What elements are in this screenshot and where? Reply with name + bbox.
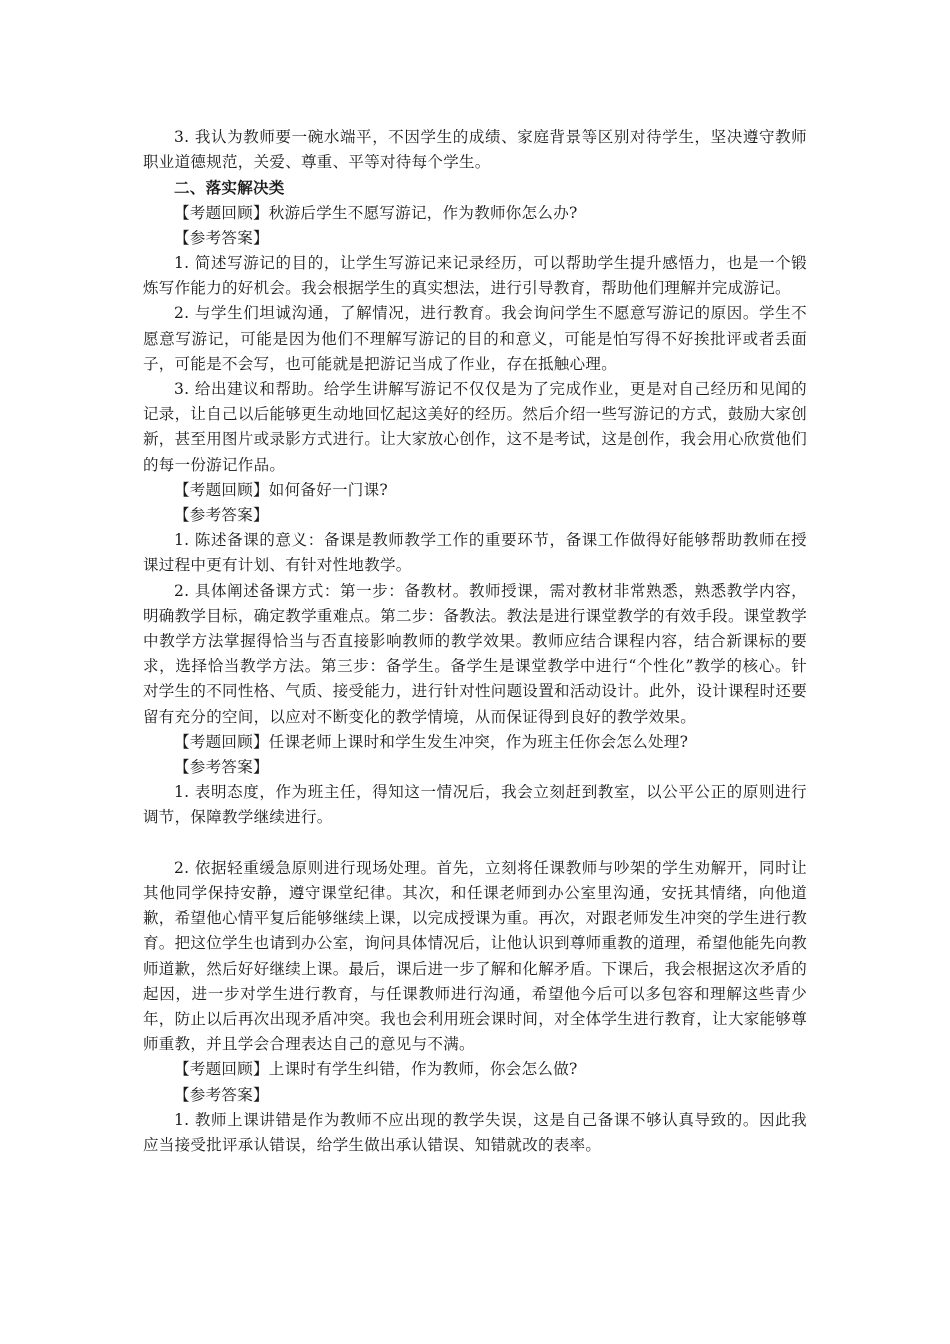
question-review: 【考题回顾】任课老师上课时和学生发生冲突，作为班主任你会怎么处理?	[174, 732, 689, 751]
answer-label: 【参考答案】	[174, 228, 269, 247]
paragraph: 3. 给出建议和帮助。给学生讲解写游记不仅仅是为了完成作业，更是对自己经历和见闻的记录，让自己以后能够更生动地回忆起这美好的经历。然后介绍一些写游记的方式，鼓励大家创新，甚至用图片或录影方式进行。让大家放心创作，这不是考试，这是创作，我会用心欣赏他们的每一份游记作品。	[143, 380, 807, 474]
question-review: 【考题回顾】秋游后学生不愿写游记，作为教师你怎么办?	[174, 203, 578, 222]
answer-label: 【参考答案】	[174, 758, 269, 777]
paragraph: 1. 简述写游记的目的，让学生写游记来记录经历，可以帮助学生提升感悟力，也是一个锻炼写作能力的好机会。我会根据学生的真实想法，进行引导教育，帮助他们理解并完成游记。	[143, 254, 807, 298]
paragraph: 2. 具体阐述备课方式：第一步：备教材。教师授课，需对教材非常熟悉，熟悉教学内容，明确教学目标，确定教学重难点。第二步：备教法。教法是进行课堂教学的有效手段。课堂教学中教学方法掌握得恰当与否直接影响教师的教学效果。教师应结合课程内容，结合新课标的要求，选择恰当教学方法。第三步：备学生。备学生是课堂教学中进行“个性化”教学的核心。针对学生的不同性格、气质、接受能力，进行针对性问题设置和活动设计。此外，设计课程时还要留有充分的空间，以应对不断变化的教学情境，从而保证得到良好的教学效果。	[143, 581, 807, 726]
answer-label: 【参考答案】	[174, 1085, 269, 1104]
section-heading: 二、落实解决类	[174, 178, 285, 198]
question-review: 【考题回顾】如何备好一门课?	[174, 480, 389, 499]
paragraph: 2. 与学生们坦诚沟通，了解情况，进行教育。我会询问学生不愿意写游记的原因。学生不愿意写游记，可能是因为他们不理解写游记的目的和意义，可能是怕写得不好挨批评或者丢面子，可能是不会写，也可能就是把游记当成了作业，存在抵触心理。	[143, 304, 807, 373]
document-page	[143, 125, 807, 1158]
paragraph: 1. 教师上课讲错是作为教师不应出现的教学失误，这是自己备课不够认真导致的。因此我应当接受批评承认错误，给学生做出承认错误、知错就改的表率。	[143, 1110, 807, 1154]
paragraph: 2. 依据轻重缓急原则进行现场处理。首先，立刻将任课教师与吵架的学生劝解开，同时让其他同学保持安静，遵守课堂纪律。其次，和任课老师到办公室里沟通，安抚其情绪，向他道歉，希望他心情平复后能够继续上课，以完成授课为重。再次，对跟老师发生冲突的学生进行教育。把这位学生也请到办公室，询问具体情况后，让他认识到尊师重教的道理，希望他能先向教师道歉，然后好好继续上课。最后，课后进一步了解和化解矛盾。下课后，我会根据这次矛盾的起因，进一步对学生进行教育，与任课教师进行沟通，希望他今后可以多包容和理解这些青少年，防止以后再次出现矛盾冲突。我也会利用班会课时间，对全体学生进行教育，让大家能够尊师重教，并且学会合理表达自己的意见与不满。	[143, 858, 807, 1054]
answer-label: 【参考答案】	[174, 506, 269, 525]
paragraph: 1. 陈述备课的意义：备课是教师教学工作的重要环节，备课工作做得好能够帮助教师在授课过程中更有计划、有针对性地教学。	[143, 531, 807, 575]
paragraph: 1. 表明态度，作为班主任，得知这一情况后，我会立刻赶到教室，以公平公正的原则进行调节，保障教学继续进行。	[143, 783, 807, 827]
blank-line	[143, 831, 807, 856]
question-review: 【考题回顾】上课时有学生纠错，作为教师，你会怎么做?	[174, 1060, 578, 1079]
paragraph: 3. 我认为教师要一碗水端平，不因学生的成绩、家庭背景等区别对待学生，坚决遵守教师职业道德规范，关爱、尊重、平等对待每个学生。	[143, 128, 807, 172]
